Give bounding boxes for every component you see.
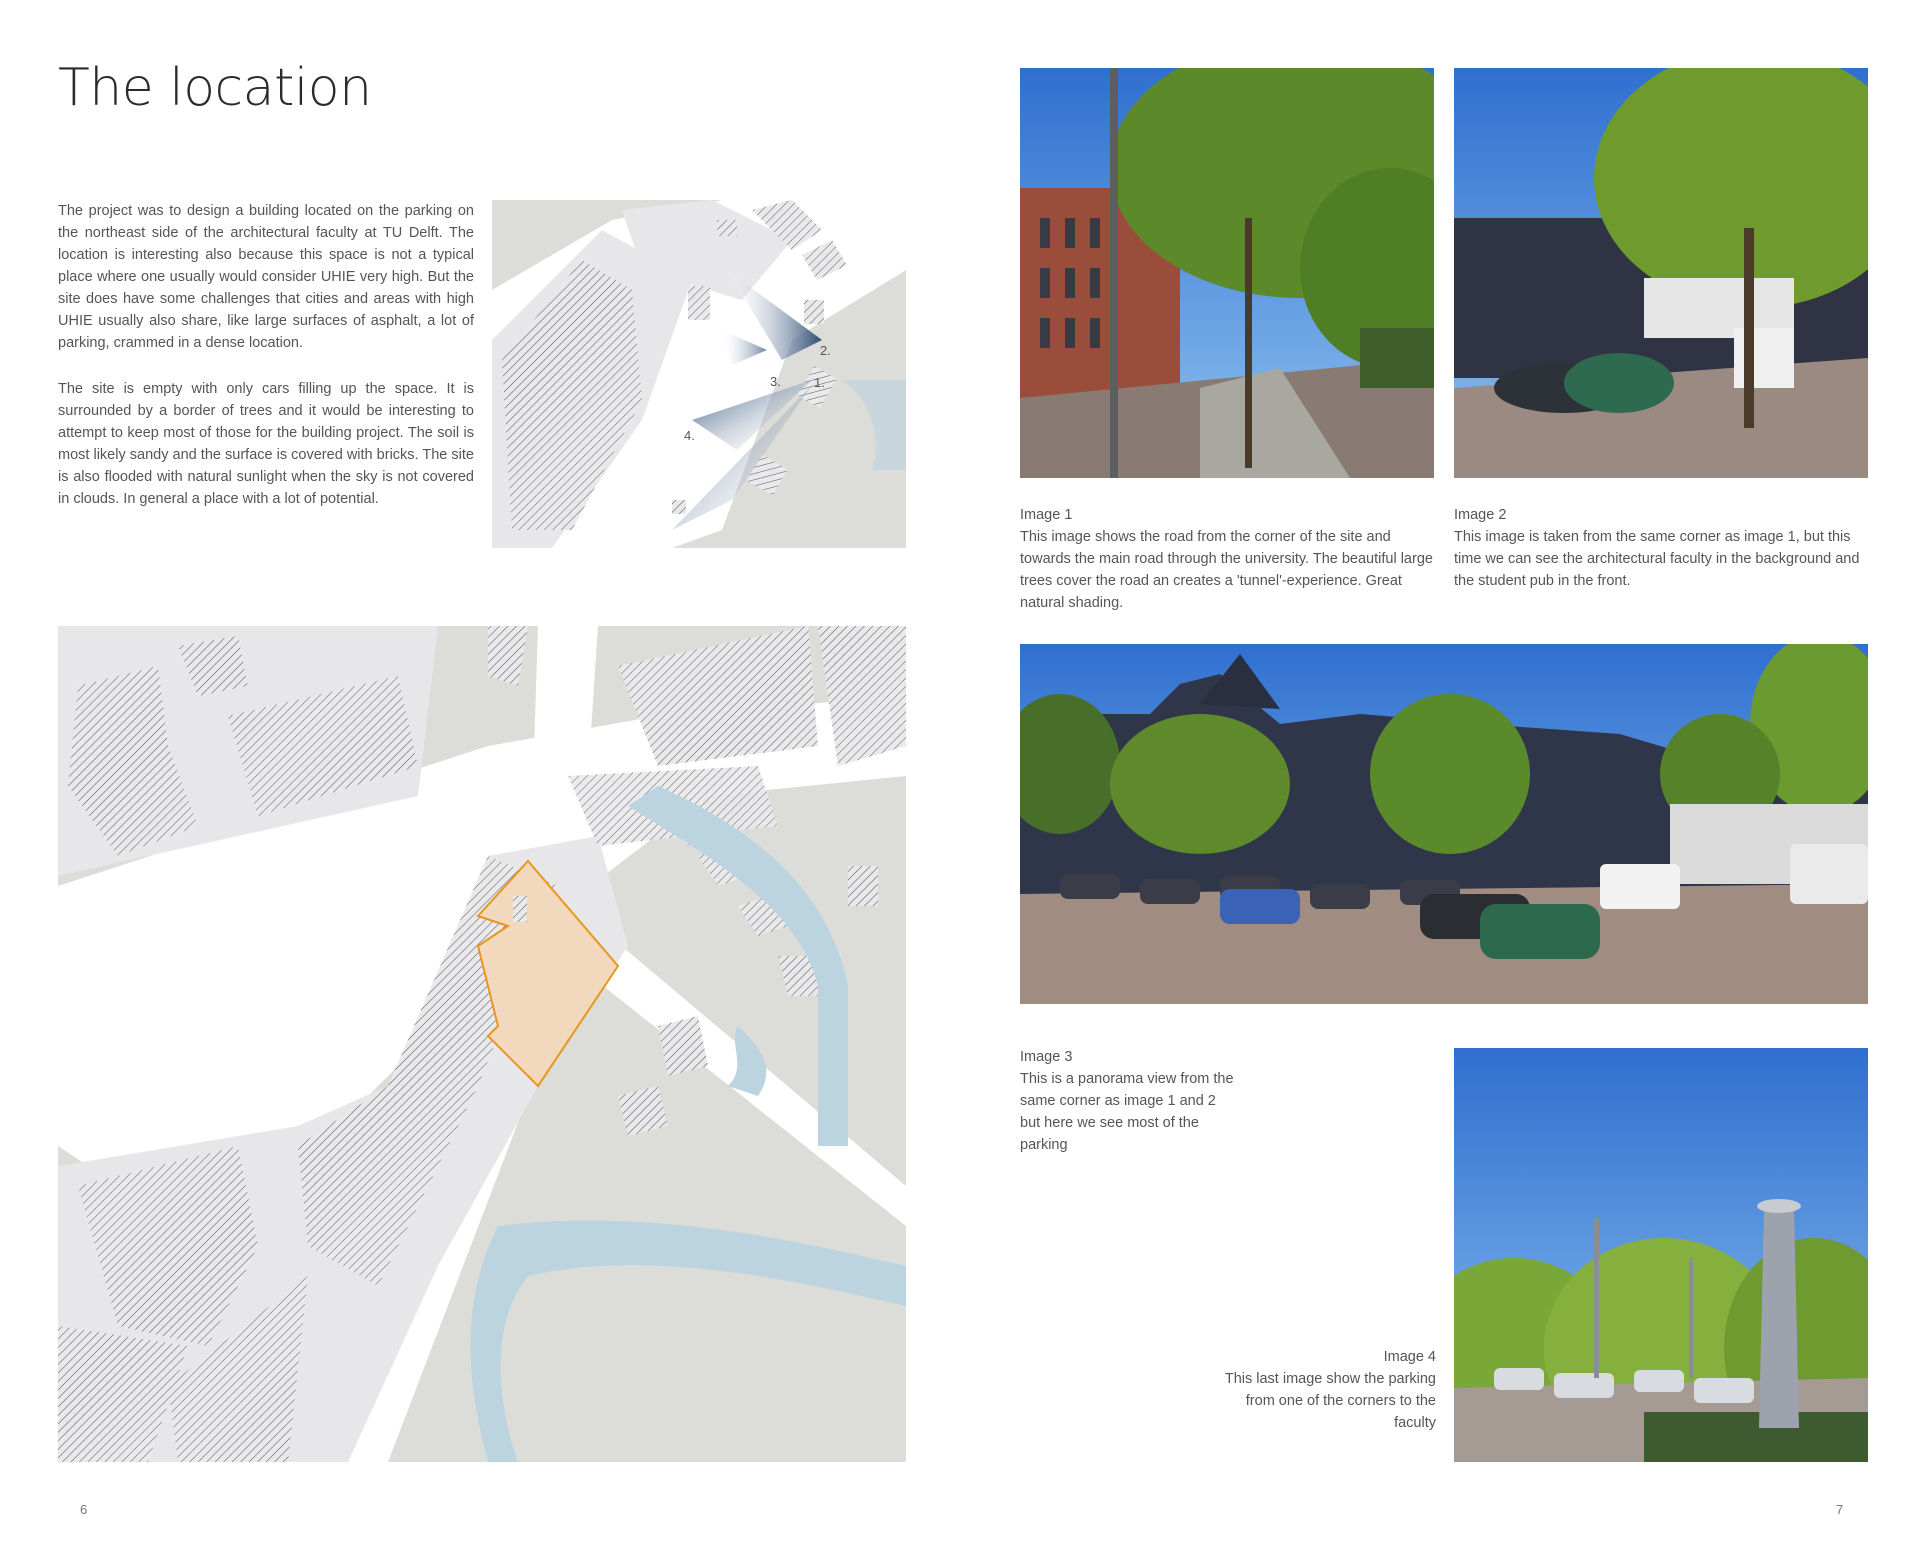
image-4-caption [1224,1346,1436,1434]
image-1-caption [1020,504,1434,614]
image-3-caption [1020,1046,1240,1156]
photo-3-panorama [1020,644,1868,1004]
left-page-number: 6 [80,1502,88,1517]
photo-2-faculty [1454,68,1868,478]
image-1-text: This image shows the road from the corner of the site and towards the main road through the university. The beautiful large trees cover the road an creates a 'tunnel'-experience. Great natural shading. [1020,529,1433,611]
photo-1-street [1020,68,1434,478]
marker-2: 2. [820,343,831,358]
intro-paragraph-1: The project was to design a building located on the parking on the northeast side of the architectural faculty at TU Delft. The location is interesting also because this space is not a typical place where one usually would consider UHIE very high. But the site does have some challenges that cities and areas with high UHIE usually also share, like large surfaces of asphalt, a lot of parking, crammed in a dense location. [58,203,474,351]
intro-paragraph-2: The site is empty with only cars filling up the space. It is surrounded by a border of trees and it would be interesting to attempt to keep most of those for the building project. The soil is most likely sandy and the surface is covered with bricks. The site is also flooded with natural sunlight when the sky is not covered in clouds. In general a place with a lot of potential. [58,381,474,507]
image-2-text: This image is taken from the same corner as image 1, but this time we can see the architectural faculty in the background and the student pub in the front. [1454,529,1860,589]
view-direction-map [492,200,906,548]
image-4-title: Image 4 [1383,1349,1436,1365]
marker-4: 4. [684,428,695,443]
right-page-number: 7 [1836,1502,1844,1517]
image-3-title: Image 3 [1020,1049,1073,1065]
image-2-caption [1454,504,1868,592]
marker-3: 3. [770,374,781,389]
site-map [58,626,906,1462]
marker-1: 1. [814,375,825,390]
page-title: The location [58,58,372,118]
photo-4-parking [1454,1048,1868,1462]
image-1-title: Image 1 [1020,507,1073,523]
image-3-text: This is a panorama view from the same corner as image 1 and 2 but here we see most of the parking [1020,1071,1234,1153]
image-4-text: This last image show the parking from one of the corners to the faculty [1224,1371,1436,1431]
image-2-title: Image 2 [1454,507,1507,523]
